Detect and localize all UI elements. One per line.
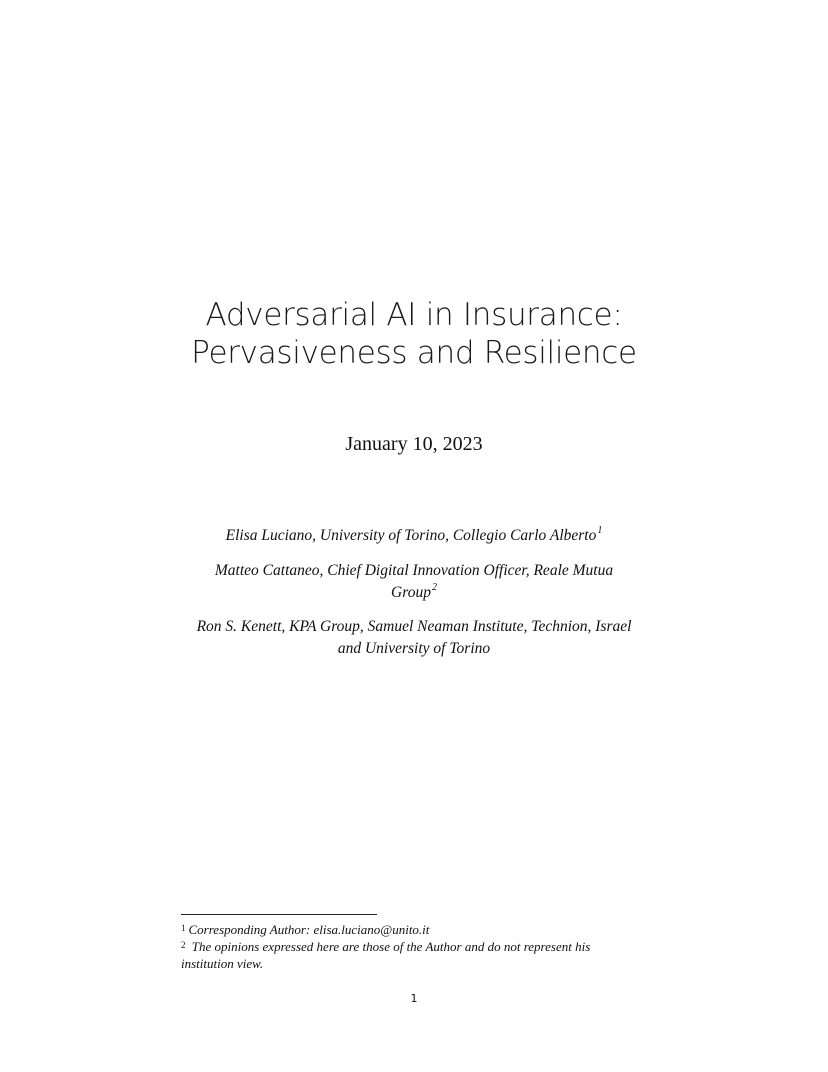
author-2-affiliation-cont: Group: [391, 584, 431, 601]
footnote-1-number: 1: [181, 923, 186, 933]
paper-title-line-1: Adversarial AI in Insurance:: [205, 297, 623, 333]
paper-title-line-2: Pervasiveness and Resilience: [191, 335, 637, 371]
footnote-mark-2: 2: [431, 581, 437, 593]
author-2-line-1: Matteo Cattaneo, Chief Digital Innovation Officer, Reale Mutua: [214, 562, 614, 579]
paper-title: [0, 296, 828, 372]
author-1-affiliation: Elisa Luciano, University of Torino, Collegio Carlo Alberto: [225, 527, 597, 544]
page-number: 1: [410, 992, 418, 1005]
author-3-line-2: and University of Torino: [337, 640, 491, 657]
footnote-2-line-2: institution view.: [181, 956, 264, 971]
author-3-line-1: Ron S. Kenett, KPA Group, Samuel Neaman Institute, Technion, Israel: [196, 618, 632, 635]
footnote-mark-1: 1: [597, 524, 603, 536]
footnote-2-number: 2: [181, 940, 186, 950]
author-1: [170, 525, 658, 547]
author-2-line-2: [170, 582, 658, 604]
footnote-1-text: Corresponding Author: elisa.luciano@unito.it: [188, 922, 430, 937]
footnote-2-text: The opinions expressed here are those of the Author and do not represent his: [191, 939, 591, 954]
paper-date: January 10, 2023: [345, 433, 483, 455]
footnote-separator: [181, 914, 377, 915]
footnote-1: [181, 922, 651, 939]
author-list: [170, 525, 658, 660]
footnotes: [181, 922, 651, 972]
footnote-2-line-1: [181, 939, 651, 956]
